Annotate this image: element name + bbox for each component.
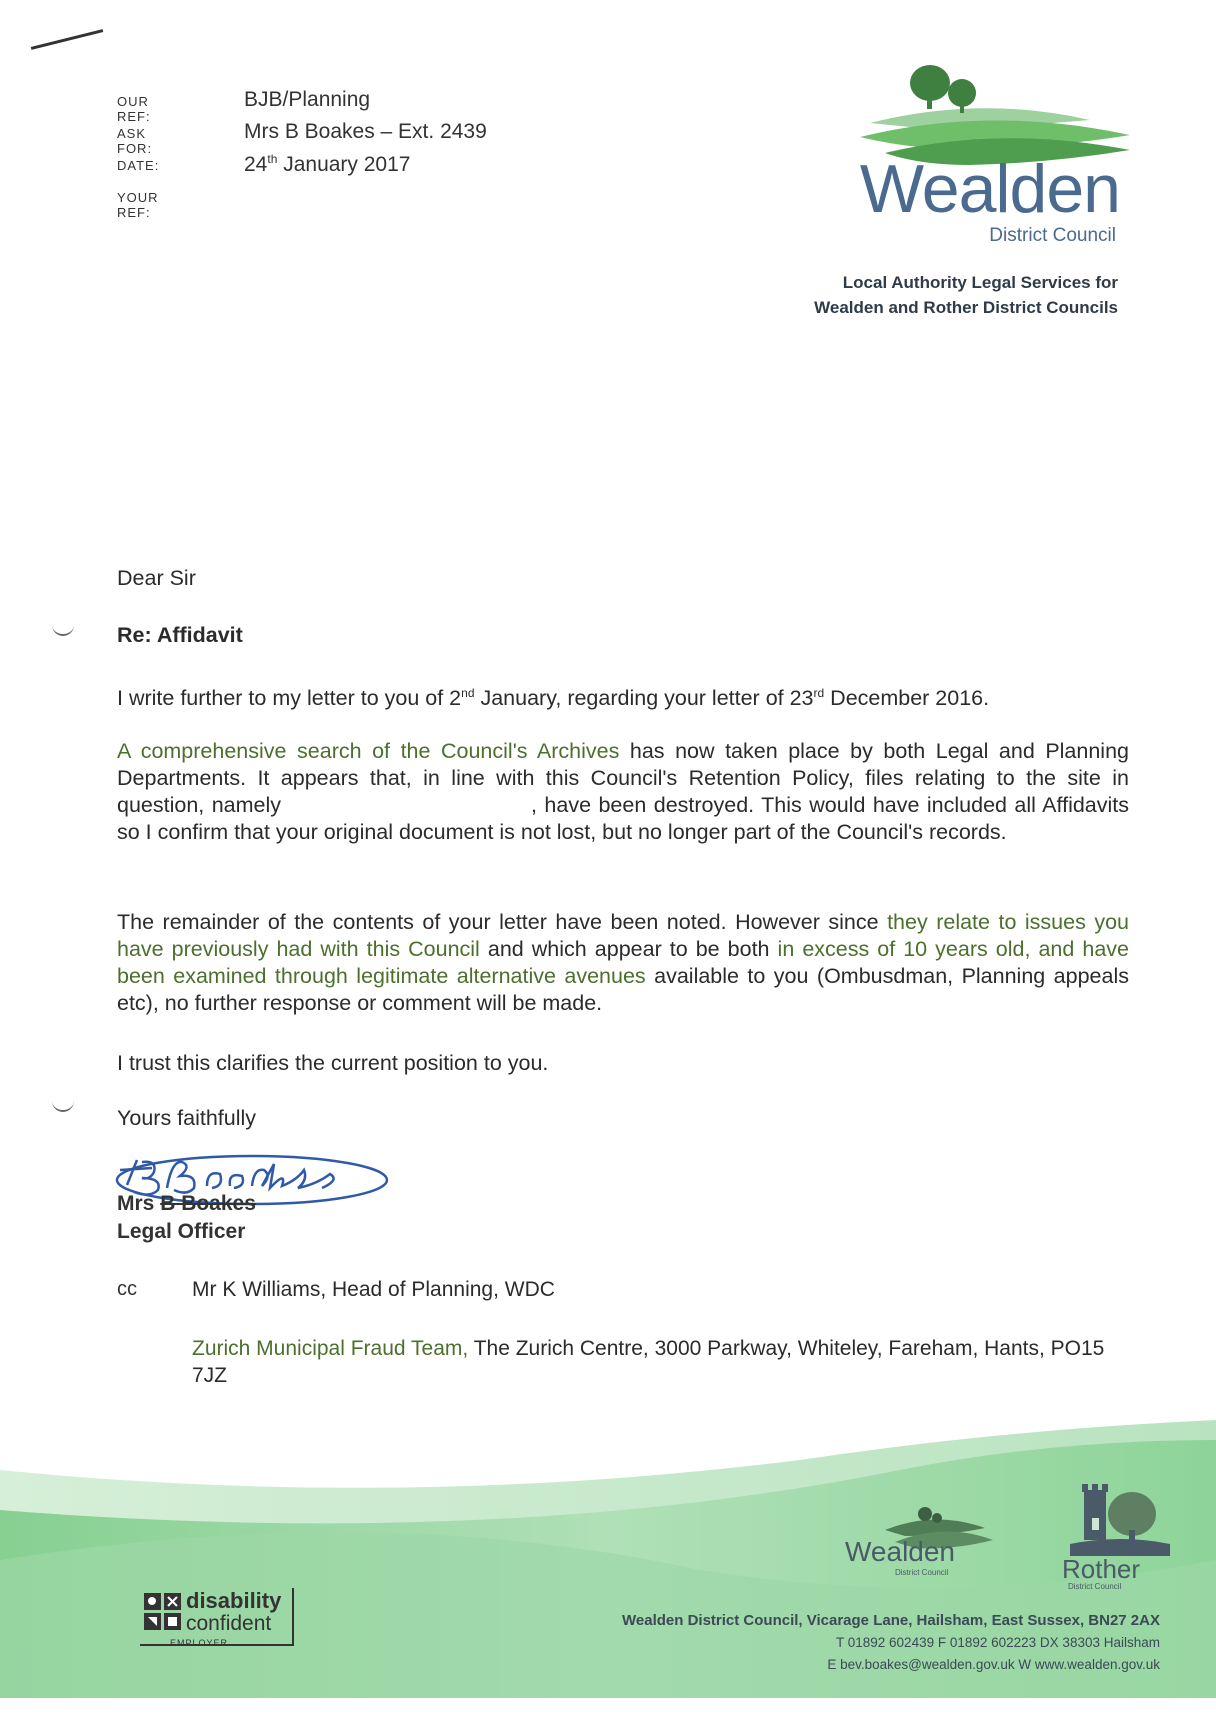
paragraph-4: I trust this clarifies the current position to you. (117, 1051, 549, 1075)
scan-mark (52, 1098, 74, 1112)
text: I write further to my letter to you of 2 (117, 686, 462, 711)
legal-services-line2: Wealden and Rother District Councils (814, 298, 1118, 317)
ref-label: YOUR REF: (117, 190, 159, 220)
footer-rother-logo (1062, 1478, 1172, 1591)
disability-confident-badge (140, 1588, 292, 1650)
castle-tree-icon (1070, 1478, 1170, 1556)
cc-label: cc (117, 1278, 137, 1300)
text: January, regarding your letter of 23 (474, 686, 814, 711)
text: December 2016. (824, 686, 990, 711)
ordinal: rd (813, 686, 825, 700)
ref-value-date (244, 152, 410, 177)
logo-subtitle: District Council (989, 225, 1116, 246)
scan-mark (31, 29, 104, 50)
footer-address-block (380, 1610, 1160, 1676)
badge-line2: confident (186, 1612, 272, 1635)
paragraph-1 (117, 680, 1129, 712)
ref-value: BJB/Planning (244, 88, 371, 111)
highlighted-text: in excess of 10 years old, and have been examined through legitimate alternative avenues (117, 937, 1129, 988)
badge-line1: disability (186, 1588, 282, 1613)
footer-rother-subtitle: District Council (1068, 1582, 1122, 1591)
text: The remainder of the contents of your letter have been noted. However since (117, 910, 888, 934)
cc-recipient-2 (192, 1335, 1132, 1389)
footer-wealden-subtitle: District Council (895, 1568, 949, 1577)
logo-wordmark: Wealden (859, 151, 1120, 227)
signer-role: Legal Officer (117, 1220, 246, 1243)
highlighted-text: A comprehensive search of the Council's Archives (117, 739, 620, 763)
footer-green-band (0, 1400, 1216, 1730)
signer-name (117, 1192, 256, 1216)
highlighted-text: Zurich Municipal Fraud Team, (192, 1337, 469, 1360)
paragraph-3 (117, 909, 1129, 1017)
footer-address: Wealden District Council, Vicarage Lane, Hailsham, East Sussex, BN27 2AX (622, 1612, 1160, 1629)
text: , have been destroyed. This would have included all Affidavits so I confirm that your original document is not lost, but no longer part of the Council's records. (117, 793, 1130, 844)
text: and which appear to be both (479, 937, 778, 961)
date-day: 24 (244, 153, 268, 176)
scan-mark (52, 622, 74, 636)
closing: Yours faithfully (117, 1106, 257, 1130)
text: available to you (Ombusdman, Planning appeals etc), no further response or comment will be made. (117, 964, 1129, 1015)
signer-title: Mrs (117, 1192, 161, 1215)
ref-label: ASK FOR: (117, 126, 153, 156)
wealden-logo (830, 65, 1150, 255)
disability-grid-icon (144, 1593, 182, 1631)
ref-label: DATE: (117, 158, 160, 173)
footer-phone: T 01892 602439 F 01892 602223 DX 38303 Hailsham (836, 1635, 1160, 1650)
badge-line3: EMPLOYER (170, 1638, 229, 1648)
footer-wealden-wordmark: Wealden (845, 1536, 956, 1567)
legal-services-line1: Local Authority Legal Services for (842, 273, 1118, 292)
ref-label: OUR REF: (117, 94, 151, 124)
footer-wealden-logo (845, 1500, 995, 1580)
signer-surname: B Boakes (160, 1192, 256, 1215)
ref-value: Mrs B Boakes – Ext. 2439 (244, 120, 487, 143)
salutation: Dear Sir (117, 566, 196, 590)
legal-services-heading (690, 270, 1118, 320)
ordinal: nd (461, 686, 475, 700)
text: has now taken place by both Legal and Planning Departments. It appears that, in line with this Council's Retention Policy, files relating to the site in question, namely (117, 739, 1129, 817)
subject-line: Re: Affidavit (117, 623, 243, 647)
date-rest: January 2017 (277, 153, 411, 176)
date-suffix: th (267, 152, 278, 166)
footer-rother-wordmark: Rother (1062, 1554, 1141, 1584)
cc-recipient-1: Mr K Williams, Head of Planning, WDC (192, 1278, 555, 1301)
footer-email-web: E bev.boakes@wealden.gov.uk W www.wealden.gov.uk (827, 1657, 1160, 1672)
text: The Zurich Centre, 3000 Parkway, Whiteley, Fareham, Hants, PO15 7JZ (192, 1337, 1105, 1387)
paragraph-2 (117, 738, 1129, 846)
highlighted-text: they relate to issues you have previously had with this Council (117, 910, 1129, 961)
